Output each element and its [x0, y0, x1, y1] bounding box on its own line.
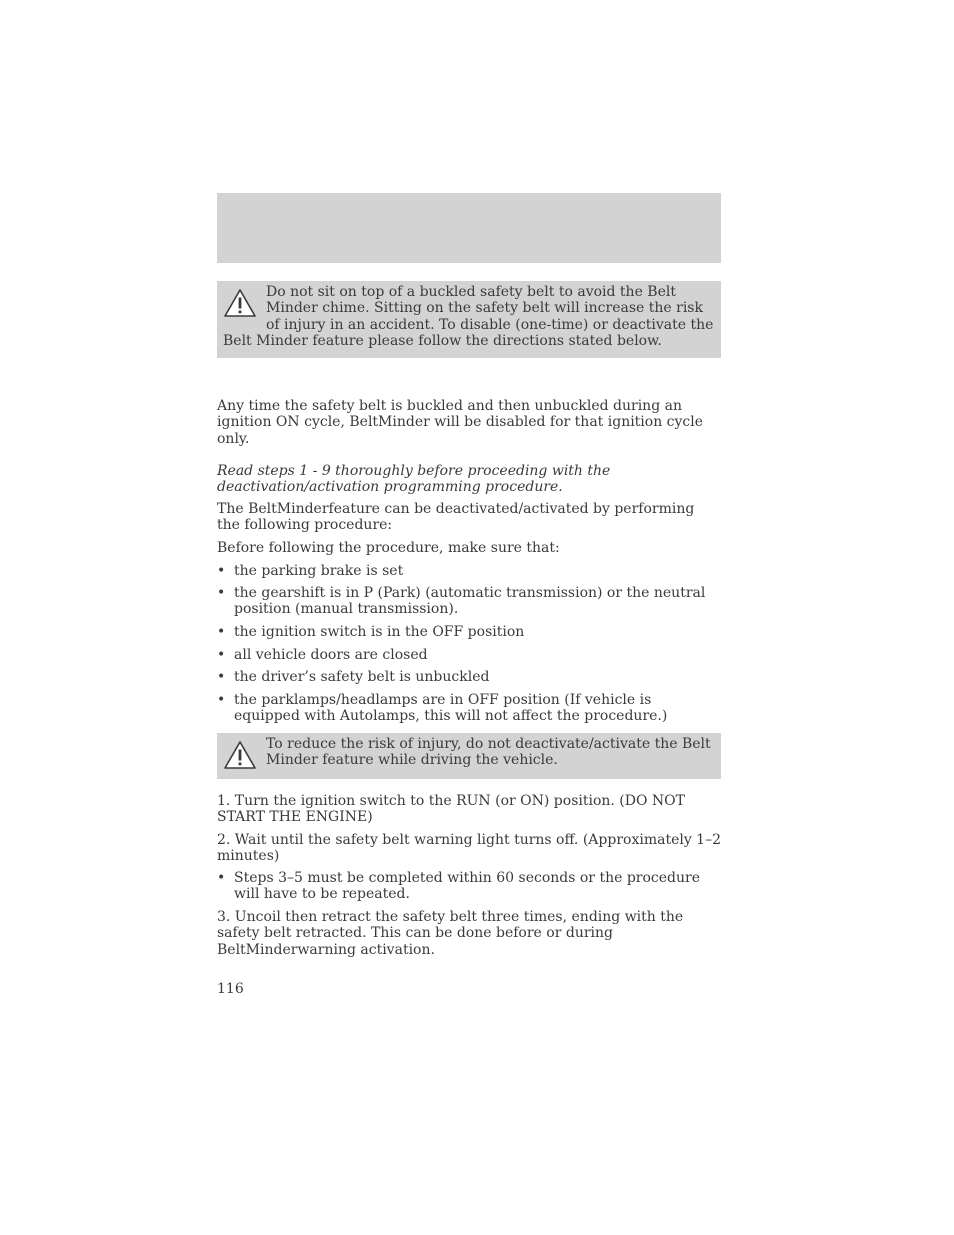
warning-triangle-icon: [223, 740, 257, 770]
bullet-marker: •: [217, 563, 226, 579]
warning-box-beltminder-chime: [217, 281, 721, 358]
section-header-band: [217, 193, 721, 263]
list-item-text: the gearshift is in P (Park) (automatic transmission) or the neutral position (manual transmission).: [234, 585, 706, 618]
list-item: [217, 563, 721, 579]
step-3: 3. Uncoil then retract the safety belt three times, ending with the safety belt retracted. This can be done before or during BeltMinderwarning activation.: [217, 909, 684, 958]
bullet-marker: •: [217, 870, 226, 886]
paragraph-feature-procedure: The BeltMinderfeature can be deactivated/activated by performing the following procedure:: [217, 501, 695, 534]
italic-read-steps-note: Read steps 1 - 9 thoroughly before proceeding with the deactivation/activation programming procedure.: [217, 463, 611, 496]
list-item-text: Steps 3–5 must be completed within 60 seconds or the procedure will have to be repeated.: [234, 870, 700, 903]
list-item-text: the ignition switch is in the OFF position: [234, 624, 525, 640]
list-item: [217, 870, 721, 903]
list-item-text: all vehicle doors are closed: [234, 647, 428, 663]
bullet-marker: •: [217, 624, 226, 640]
list-item: [217, 669, 721, 685]
warning-box-driving: [217, 733, 721, 779]
list-item: [217, 585, 721, 618]
list-item: [217, 647, 721, 663]
list-item-text: the driver’s safety belt is unbuckled: [234, 669, 490, 685]
step-1: 1. Turn the ignition switch to the RUN (or ON) position. (DO NOT START THE ENGINE): [217, 793, 685, 826]
warning-text: Do not sit on top of a buckled safety belt to avoid the Belt Minder chime. Sitting on the safety belt will increase the risk of injury in an accident. To disable (one-time) or deactivate the Belt Minder feature please follow the directions stated below.: [223, 284, 714, 350]
warning-text: To reduce the risk of injury, do not deactivate/activate the Belt Minder feature while driving the vehicle.: [266, 736, 711, 769]
page-number: 116: [217, 981, 244, 997]
bullet-marker: •: [217, 669, 226, 685]
list-item: [217, 624, 721, 640]
list-item-text: the parking brake is set: [234, 563, 404, 579]
paragraph-disable-cycle: Any time the safety belt is buckled and then unbuckled during an ignition ON cycle, BeltMinder will be disabled for that ignition cycle only.: [217, 398, 704, 447]
step-2: 2. Wait until the safety belt warning light turns off. (Approximately 1–2 minutes): [217, 832, 721, 865]
bullet-marker: •: [217, 585, 226, 601]
list-item-text: the parklamps/headlamps are in OFF position (If vehicle is equipped with Autolamps, this will not affect the procedure.): [234, 692, 668, 725]
bullet-marker: •: [217, 692, 226, 708]
paragraph-before-procedure: Before following the procedure, make sure that:: [217, 540, 560, 556]
warning-triangle-icon: [223, 288, 257, 318]
list-item: [217, 692, 721, 725]
bullet-marker: •: [217, 647, 226, 663]
